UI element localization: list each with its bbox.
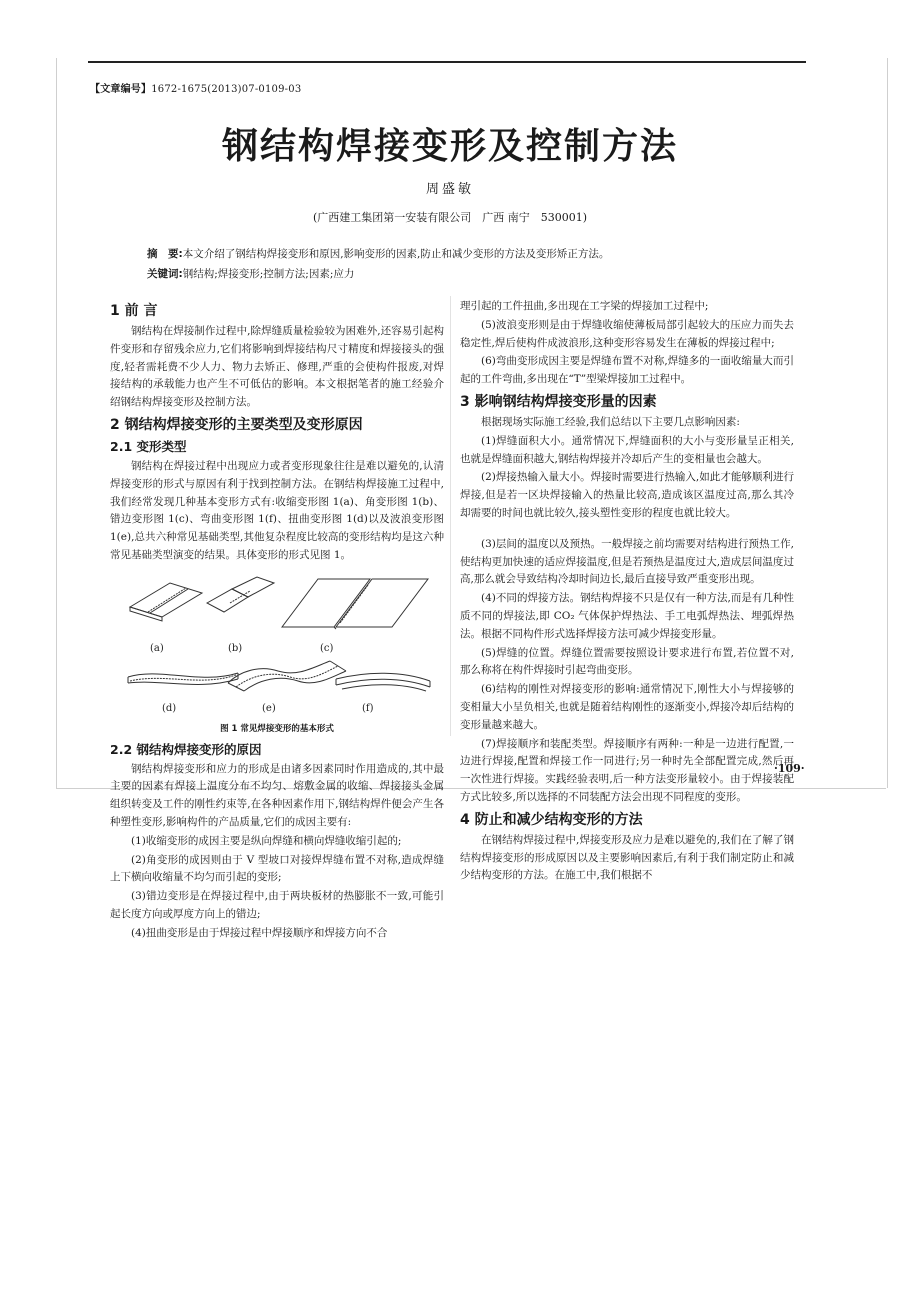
article-id bbox=[90, 80, 301, 95]
factor-3: (3)层间的温度以及预热。一般焊接之前均需要对结构进行预热工作,使结构更加快速的适应焊接温度,但是若预热是温度过大,造成层间温度过高,那么就会导致结构冷却时间边长,最后直接导致严重变形出现。 bbox=[460, 537, 794, 586]
list-item-2: (2)角变形的成因则由于 V 型坡口对接焊焊缝布置不对称,造成焊缝上下横向收缩量不均匀而引起的变形; bbox=[110, 853, 444, 884]
factor-4: (4)不同的焊接方法。钢结构焊接不只是仅有一种方法,而是有几种性质不同的焊接法,即 CO₂ 气体保护焊热法、手工电弧焊热法、埋弧焊热法。根据不同构件形式选择焊接方法可减少焊接变形量。 bbox=[460, 592, 794, 640]
factor-6: (6)结构的刚性对焊接变形的影响:通常情况下,刚性大小与焊接够的变相量大小呈负相关,也就是随着结构刚性的逐渐变小,焊接冷却后结构的变形量越来越大。 bbox=[460, 683, 794, 731]
right-column bbox=[460, 298, 794, 886]
column-gap bbox=[460, 524, 794, 536]
list-item-1: (1)收缩变形的成因主要是纵向焊缝和横向焊缝收缩引起的; bbox=[131, 834, 402, 847]
keywords-text: 钢结构;焊接变形;控制方法;因素;应力 bbox=[182, 268, 355, 280]
shrink-deformation-sketch bbox=[130, 583, 202, 621]
section-2-1-paragraph: 钢结构在焊接过程中出现应力或者变形现象往往是难以避免的,认清焊接变形的形式与原因有利于找到控制方法。在钢结构焊接施工过程中,我们经常发现几种基本变形方式有:收缩变形图 1(a)、角变形图 1(b)、错边变形图 1(c)、弯曲变形图 1(f)、扭曲变形图 1(d)以及波浪变形图 1(e),总共六种常见基础类型,其他复杂程度比较高的变形结构均是这六种常见基础类型演变的结果。具体变形的形式见图 1。 bbox=[110, 459, 444, 561]
abstract bbox=[147, 244, 767, 284]
wave-deformation-sketch bbox=[228, 661, 346, 691]
twist-deformation-sketch bbox=[128, 673, 238, 684]
paper-title: 钢结构焊接变形及控制方法 bbox=[221, 126, 678, 167]
abstract-line bbox=[147, 244, 767, 264]
section-3-heading: 3 影响钢结构焊接变形量的因素 bbox=[460, 393, 657, 410]
figure-1-caption: 图 1 常见焊接变形的基本形式 bbox=[220, 723, 334, 734]
figure-1-drawing bbox=[110, 567, 444, 717]
section-4-paragraph: 在钢结构焊接过程中,焊接变形及应力是难以避免的,我们在了解了钢结构焊接变形的形成原因以及主要影响因素后,有利于我们制定防止和减少结构变形的方法。在施工中,我们根据不 bbox=[460, 833, 794, 882]
figure-label-e: (e) bbox=[262, 702, 276, 714]
article-id-value: 1672-1675(2013)07-0109-03 bbox=[151, 84, 302, 95]
list-item-3: (3)错边变形是在焊接过程中,由于两块板材的热膨胀不一致,可能引起长度方向或厚度方向上的错边; bbox=[110, 890, 444, 920]
bending-deformation-sketch bbox=[336, 673, 430, 691]
factor-2: (2)焊接热输入量大小。焊接时需要进行热输入,如此才能够顺利进行焊接,但是若一区块焊接输入的热量比较高,造成该区温度过高,那么其冷却需要的时间也就比较久,接头塑性变形的程度也就比较大。 bbox=[460, 471, 794, 519]
section-2-2-paragraph: 钢结构焊接变形和应力的形成是由诸多因素同时作用造成的,其中最主要的因素有焊接上温度分布不均匀、熔敷金属的收缩、焊接接头金属组织转变及工件的刚性约束等,在各种因素作用下,钢结构焊件便会产生各种塑性变形,影响构件的产品质量,它们的成因主要有: bbox=[110, 762, 444, 828]
figure-label-d: (d) bbox=[162, 702, 177, 714]
figure-label-f: (f) bbox=[362, 702, 374, 714]
section-2-1-heading: 2.1 变形类型 bbox=[110, 438, 187, 454]
section-3-intro: 根据现场实际施工经验,我们总结以下主要几点影响因素: bbox=[481, 415, 740, 428]
angular-deformation-sketch bbox=[207, 577, 274, 612]
section-2-2-heading: 2.2 钢结构焊接变形的原因 bbox=[110, 741, 262, 757]
section-1-heading: 1 前 言 bbox=[110, 303, 158, 319]
continued-paragraph: 理引起的工件扭曲,多出现在工字梁的焊接加工过程中; bbox=[460, 300, 709, 312]
figure-label-b: (b) bbox=[228, 642, 243, 654]
top-rule bbox=[88, 61, 806, 63]
factor-7: (7)焊接顺序和装配类型。焊接顺序有两种:一种是一边进行配置,一边进行焊接,配置和焊接工作一同进行;另一种时先全部配置完成,然后再一次性进行焊接。实践经验表明,后一种方法变形量较小。由于焊接装配方式比较多,所以选择的不同装配方法会出现不同程度的变形。 bbox=[460, 737, 794, 803]
figure-label-c: (c) bbox=[320, 642, 334, 654]
abstract-label: 摘 要: bbox=[147, 248, 183, 260]
misalignment-deformation-sketch bbox=[282, 579, 428, 629]
affiliation: (广西建工集团第一安装有限公司 广西 南宁 530001) bbox=[312, 211, 588, 224]
column-separator bbox=[450, 296, 451, 736]
keywords-line bbox=[147, 264, 767, 284]
factor-5: (5)焊缝的位置。焊缝位置需要按照设计要求进行布置,若位置不对,那么称将在构件焊接时引起弯曲变形。 bbox=[460, 646, 794, 677]
article-id-label: 【文章编号】 bbox=[90, 84, 152, 95]
list-item-6: (6)弯曲变形成因主要是焊缝布置不对称,焊缝多的一面收缩量大而引起的工件弯曲,多出现在“T”型梁焊接加工过程中。 bbox=[460, 355, 794, 386]
section-4-heading: 4 防止和减少结构变形的方法 bbox=[460, 811, 643, 828]
list-item-4: (4)扭曲变形是由于焊接过程中焊接顺序和焊接方向不合 bbox=[131, 926, 388, 939]
figure-label-a: (a) bbox=[150, 642, 164, 654]
page-number: ·109· bbox=[774, 762, 805, 775]
left-column bbox=[110, 298, 444, 944]
list-item-5: (5)波浪变形则是由于焊缝收缩使薄板局部引起较大的压应力而失去稳定性,焊后使构件成波浪形,这种变形容易发生在薄板的焊接过程中; bbox=[460, 318, 794, 349]
section-2-heading: 2 钢结构焊接变形的主要类型及变形原因 bbox=[110, 416, 363, 433]
section-1-paragraph: 钢结构在焊接制作过程中,除焊缝质量检验较为困难外,还容易引起构件变形和存留残余应力,它们将影响到焊接结构尺寸精度和焊接接头的强度,轻者需耗费不少人力、物力去矫正、修理,严重的会使构件报废,对焊接结构的承载能力也产生不可低估的影响。本文根据笔者的施工经验介绍钢结构焊接变形及控制方法。 bbox=[110, 325, 444, 409]
figure-1 bbox=[110, 567, 444, 717]
author: 周盛敏 bbox=[425, 182, 474, 197]
abstract-text: 本文介绍了钢结构焊接变形和原因,影响变形的因素,防止和减少变形的方法及变形矫正方法。 bbox=[182, 248, 610, 260]
keywords-label: 关键词: bbox=[147, 268, 183, 280]
factor-1: (1)焊缝面积大小。通常情况下,焊缝面积的大小与变形量呈正相关,也就是焊缝面积越大,钢结构焊接并冷却后产生的变相量也会越大。 bbox=[460, 434, 794, 465]
